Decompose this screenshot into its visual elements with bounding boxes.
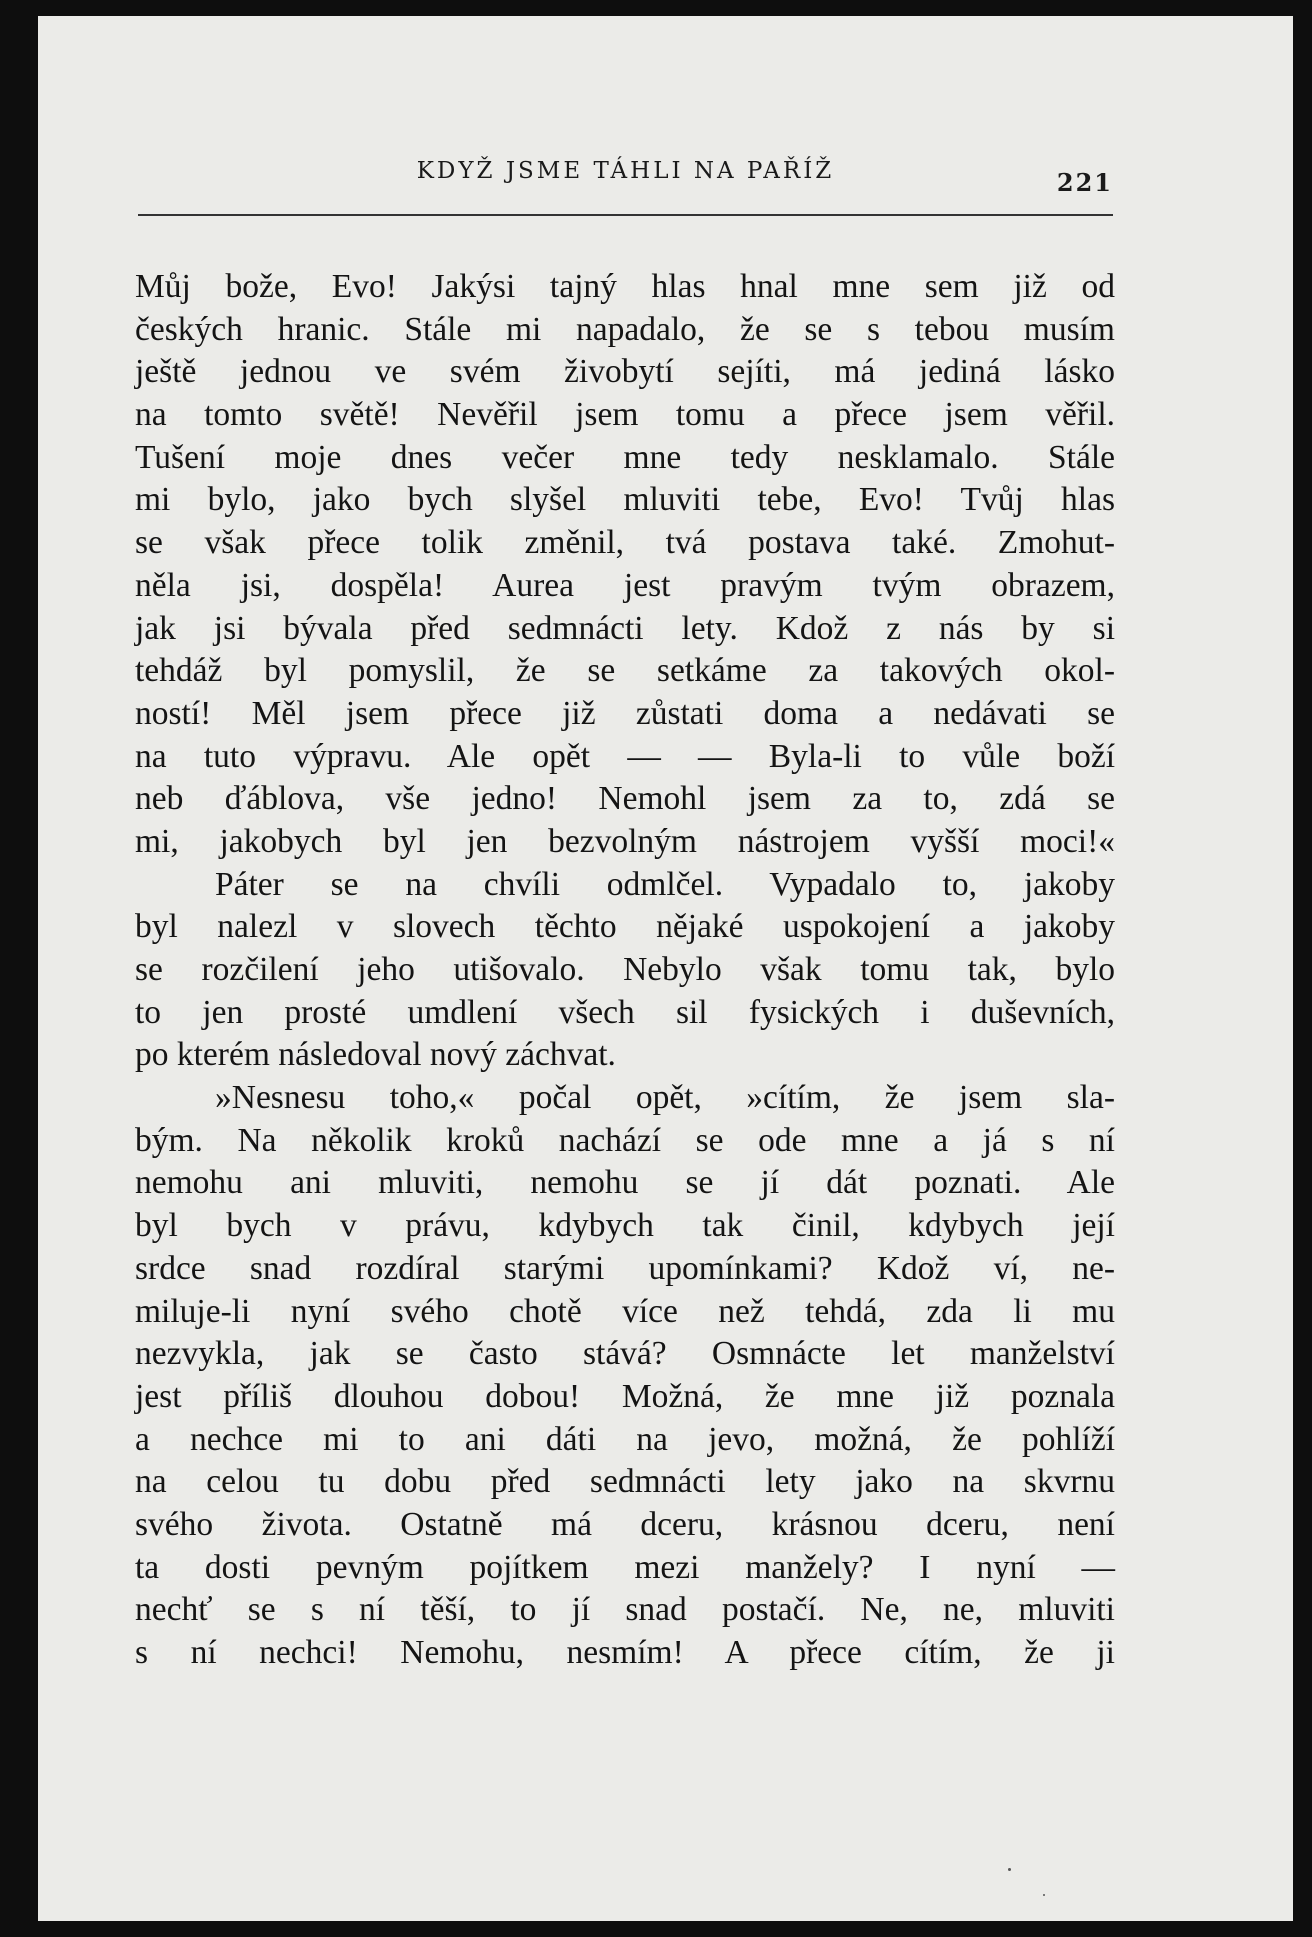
text-line: mi, jakobych byl jen bezvolným nástrojem vyšší moci!«	[135, 822, 1115, 860]
scan-speck	[1043, 1894, 1045, 1896]
text-line: nezvykla, jak se často stává? Osmnácte let manželství	[135, 1335, 1115, 1373]
text-line: Můj bože, Evo! Jakýsi tajný hlas hnal mne sem již od	[135, 268, 1115, 305]
scanned-book-page	[38, 16, 1293, 1921]
text-line: jest příliš dlouhou dobou! Možná, že mne již poznala	[135, 1377, 1115, 1415]
text-line: ta dosti pevným pojítkem mezi manžely? I nyní —	[135, 1548, 1115, 1586]
text-line: s ní nechci! Nemohu, nesmím! A přece cítím, že ji	[135, 1634, 1115, 1671]
text-line: to jen prosté umdlení všech sil fysických i duševních,	[135, 993, 1115, 1031]
text-line: nechť se s ní těší, to jí snad postačí. Ne, ne, mluviti	[135, 1591, 1115, 1629]
text-line: »Nesnesu toho,« počal opět, »cítím, že jsem sla-	[215, 1079, 1115, 1117]
text-line: jak jsi bývala před sedmnácti lety. Kdož z nás by si	[135, 609, 1115, 647]
text-line: českých hranic. Stále mi napadalo, že se s tebou musím	[135, 310, 1115, 348]
text-line: srdce snad rozdíral starými upomínkami? Kdož ví, ne-	[135, 1249, 1115, 1287]
text-line: miluje-li nyní svého chotě více než tehdá, zda li mu	[135, 1292, 1115, 1330]
scan-speck	[1008, 1868, 1011, 1871]
body-text	[135, 266, 1115, 1675]
text-line: a nechce mi to ani dáti na jevo, možná, že pohlíží	[135, 1420, 1115, 1458]
running-title: KDYŽ JSME TÁHLI NA PAŘÍŽ	[416, 158, 835, 184]
header-rule	[138, 214, 1113, 216]
text-line: byl nalezl v slovech těchto nějaké uspokojení a jakoby	[135, 908, 1115, 946]
text-line: svého života. Ostatně má dceru, krásnou dceru, není	[135, 1505, 1115, 1543]
text-line: ností! Měl jsem přece již zůstati doma a nedávati se	[135, 694, 1115, 732]
text-line: neb ďáblova, vše jedno! Nemohl jsem za to, zdá se	[135, 780, 1115, 818]
text-line: mi bylo, jako bych slyšel mluviti tebe, Evo! Tvůj hlas	[135, 481, 1115, 519]
text-line: na tomto světě! Nevěřil jsem tomu a přece jsem věřil.	[135, 396, 1115, 434]
text-line: byl bych v právu, kdybych tak činil, kdybych její	[135, 1207, 1115, 1245]
page-number: 221	[1056, 168, 1113, 197]
text-line: Tušení moje dnes večer mne tedy nesklamalo. Stále	[135, 438, 1115, 476]
page-header	[138, 158, 1113, 218]
text-line: se rozčilení jeho utišovalo. Nebylo však tomu tak, bylo	[135, 951, 1115, 988]
text-line: bým. Na několik kroků nachází se ode mne a já s ní	[135, 1121, 1115, 1159]
text-line: ještě jednou ve svém živobytí sejíti, má jediná lásko	[135, 353, 1115, 391]
text-line: se však přece tolik změnil, tvá postava také. Zmohut-	[135, 524, 1115, 562]
text-line: po kterém následoval nový záchvat.	[135, 1036, 616, 1074]
text-line: na tuto výpravu. Ale opět — — Byla-li to vůle boží	[135, 737, 1115, 775]
text-line: na celou tu dobu před sedmnácti lety jako na skvrnu	[135, 1463, 1115, 1501]
text-line: nemohu ani mluviti, nemohu se jí dát poznati. Ale	[135, 1164, 1115, 1202]
text-line: něla jsi, dospěla! Aurea jest pravým tvým obrazem,	[135, 566, 1115, 604]
text-line: Páter se na chvíli odmlčel. Vypadalo to, jakoby	[215, 865, 1115, 903]
text-line: tehdáž byl pomyslil, že se setkáme za takových okol-	[135, 652, 1115, 690]
